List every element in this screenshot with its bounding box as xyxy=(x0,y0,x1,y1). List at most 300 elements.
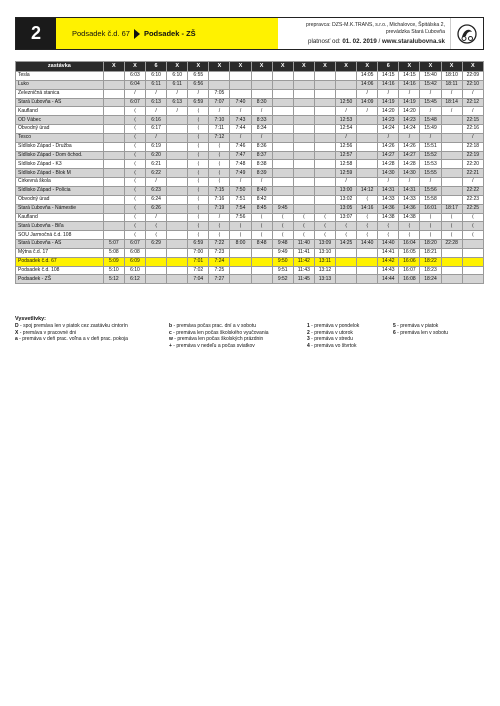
departure-time: 12:53 xyxy=(336,116,357,125)
departure-time: 9:49 xyxy=(272,248,293,257)
departure-time: ⟨ xyxy=(357,195,378,204)
departure-time: / xyxy=(378,89,399,98)
departure-time: 12:59 xyxy=(336,169,357,178)
column-header-trip: X xyxy=(251,62,272,72)
departure-time xyxy=(146,248,167,257)
departure-time: ⟨ xyxy=(336,222,357,231)
departure-time: 12:54 xyxy=(336,125,357,134)
stop-name: Tesla xyxy=(16,72,104,81)
departure-time xyxy=(441,275,462,284)
departure-time: ⟨ xyxy=(272,231,293,240)
departure-time: 22:20 xyxy=(462,160,483,169)
departure-time: 18:21 xyxy=(420,248,441,257)
departure-time: 16:05 xyxy=(399,248,420,257)
table-row xyxy=(16,80,484,89)
departure-time: ⟨ xyxy=(441,231,462,240)
column-header-trip: X xyxy=(230,62,251,72)
table-row xyxy=(16,89,484,98)
departure-time: 13:11 xyxy=(314,257,335,266)
departure-time: ⟨ xyxy=(314,222,335,231)
departure-time: / xyxy=(462,89,483,98)
departure-time: 7:10 xyxy=(209,116,230,125)
column-header-trip: X xyxy=(420,62,441,72)
departure-time: ⟨ xyxy=(124,107,145,116)
departure-time xyxy=(167,116,188,125)
legend-column-1 xyxy=(15,323,169,350)
departure-time: ⟨ xyxy=(336,231,357,240)
departure-time: 7:40 xyxy=(230,98,251,107)
departure-time: ⟨ xyxy=(124,213,145,222)
departure-time: 7:56 xyxy=(230,213,251,222)
departure-time xyxy=(167,169,188,178)
departure-time: ⟨ xyxy=(124,151,145,160)
departure-time: 14:38 xyxy=(399,213,420,222)
departure-time: ⟨ xyxy=(209,160,230,169)
departure-time xyxy=(230,275,251,284)
departure-time: ⟨ xyxy=(378,231,399,240)
departure-time xyxy=(167,240,188,249)
departure-time: 16:06 xyxy=(399,257,420,266)
departure-time: / xyxy=(462,178,483,187)
departure-time xyxy=(272,186,293,195)
departure-time xyxy=(167,275,188,284)
departure-time xyxy=(357,142,378,151)
departure-time xyxy=(272,133,293,142)
column-header-trip: 6 xyxy=(378,62,399,72)
departure-time xyxy=(293,195,314,204)
departure-time: / xyxy=(146,178,167,187)
departure-time xyxy=(314,186,335,195)
departure-time: 9:45 xyxy=(272,204,293,213)
departure-time xyxy=(167,204,188,213)
legend-text: - premáva v piatok xyxy=(395,322,439,329)
legend-key: 6 xyxy=(393,329,396,336)
stop-name: Obvodný úrad xyxy=(16,125,104,134)
departure-time xyxy=(103,160,124,169)
departure-time: 7:15 xyxy=(209,186,230,195)
departure-time xyxy=(103,133,124,142)
departure-time xyxy=(441,142,462,151)
departure-time: / xyxy=(399,89,420,98)
departure-time: / xyxy=(188,89,209,98)
departure-time: 14:40 xyxy=(357,240,378,249)
departure-time xyxy=(336,89,357,98)
departure-time: ⟨ xyxy=(188,204,209,213)
departure-time: 7:00 xyxy=(188,248,209,257)
departure-time xyxy=(230,257,251,266)
departure-time xyxy=(230,72,251,81)
departure-time: 14:19 xyxy=(399,98,420,107)
departure-time: ⟨ xyxy=(209,151,230,160)
column-header-trip: X xyxy=(272,62,293,72)
departure-time xyxy=(103,222,124,231)
departure-time: 7:23 xyxy=(209,248,230,257)
departure-time: 6:17 xyxy=(146,125,167,134)
departure-time xyxy=(441,160,462,169)
departure-time: 8:48 xyxy=(251,240,272,249)
departure-time: 14:43 xyxy=(378,266,399,275)
column-header-trip: X xyxy=(293,62,314,72)
departure-time: ⟨ xyxy=(420,222,441,231)
departure-time: ⟨ xyxy=(272,213,293,222)
departure-time: 8:34 xyxy=(251,125,272,134)
departure-time: / xyxy=(146,213,167,222)
departure-time xyxy=(167,133,188,142)
table-row xyxy=(16,231,484,240)
legend-key: 1 xyxy=(307,322,310,329)
departure-time: / xyxy=(420,89,441,98)
stop-name: Stará Ľubovňa - AS xyxy=(16,240,104,249)
departure-time: / xyxy=(420,133,441,142)
departure-time: / xyxy=(251,107,272,116)
departure-time: 18:11 xyxy=(441,80,462,89)
departure-time: ⟨ xyxy=(124,186,145,195)
departure-time: 14:36 xyxy=(399,204,420,213)
legend-item xyxy=(393,330,484,337)
departure-time: 14:36 xyxy=(378,204,399,213)
departure-time: 22:21 xyxy=(462,169,483,178)
departure-time: ⟨ xyxy=(188,133,209,142)
departure-time: 6:10 xyxy=(167,72,188,81)
column-header-trip: X xyxy=(357,62,378,72)
departure-time: ⟨ xyxy=(188,142,209,151)
departure-time: 6:12 xyxy=(124,275,145,284)
stop-name: Stará Ľubovňa - AS xyxy=(16,98,104,107)
departure-time: 6:04 xyxy=(124,80,145,89)
departure-time xyxy=(272,89,293,98)
column-header-trip: X xyxy=(336,62,357,72)
legend-item xyxy=(307,323,393,330)
stop-name: Tesco xyxy=(16,133,104,142)
stop-name: Podsadek č.d. 67 xyxy=(16,257,104,266)
departure-time: ⟨ xyxy=(441,213,462,222)
route-from: Podsadek č.d. 67 xyxy=(72,29,130,38)
departure-time: 18:23 xyxy=(420,266,441,275)
departure-time: 14:06 xyxy=(357,80,378,89)
table-row xyxy=(16,213,484,222)
departure-time xyxy=(314,195,335,204)
departure-time: 14:27 xyxy=(399,151,420,160)
departure-time xyxy=(314,160,335,169)
table-row xyxy=(16,204,484,213)
departure-time: ⟨ xyxy=(188,222,209,231)
departure-time: ⟨ xyxy=(188,186,209,195)
legend-item xyxy=(169,336,307,343)
departure-time: ⟨ xyxy=(124,169,145,178)
table-row xyxy=(16,257,484,266)
departure-time xyxy=(103,204,124,213)
departure-time: 11:45 xyxy=(293,275,314,284)
departure-time xyxy=(272,98,293,107)
departure-time xyxy=(167,213,188,222)
legend-title: Vysvetlivky: xyxy=(15,316,46,322)
departure-time: 16:07 xyxy=(399,266,420,275)
departure-time xyxy=(209,72,230,81)
departure-time: 9:50 xyxy=(272,257,293,266)
departure-time: 11:41 xyxy=(293,248,314,257)
departure-time: 14:09 xyxy=(357,98,378,107)
departure-time: ⟨ xyxy=(462,213,483,222)
departure-time: 11:42 xyxy=(293,257,314,266)
departure-time xyxy=(441,125,462,134)
departure-time xyxy=(272,178,293,187)
departure-time xyxy=(336,248,357,257)
departure-time xyxy=(314,116,335,125)
departure-time xyxy=(441,248,462,257)
departure-time: 18:17 xyxy=(441,204,462,213)
departure-time: ⟨ xyxy=(251,213,272,222)
departure-time: 14:44 xyxy=(378,275,399,284)
legend-text: - premáva v deň prac. voľna a v deň prac. pokoja xyxy=(17,336,128,343)
timetable-body xyxy=(16,72,484,284)
legend-key: c xyxy=(169,329,172,336)
departure-time xyxy=(103,98,124,107)
departure-time: 13:13 xyxy=(314,275,335,284)
departure-time xyxy=(357,169,378,178)
departure-time xyxy=(314,72,335,81)
departure-time: ⟨ xyxy=(209,178,230,187)
departure-time: 22:16 xyxy=(462,125,483,134)
departure-time xyxy=(357,116,378,125)
departure-time: 7:04 xyxy=(188,275,209,284)
departure-time: ⟨ xyxy=(188,107,209,116)
departure-time xyxy=(167,178,188,187)
departure-time: ⟨ xyxy=(188,160,209,169)
stop-name: Mýtna č.d. 17 xyxy=(16,248,104,257)
legend-text: - premáva len počas školského vyučovania xyxy=(171,329,269,336)
departure-time xyxy=(272,116,293,125)
legend-key: 3 xyxy=(307,336,310,343)
departure-time xyxy=(103,151,124,160)
departure-time xyxy=(167,195,188,204)
departure-time: ⟨ xyxy=(124,222,145,231)
departure-time: / xyxy=(357,107,378,116)
departure-time xyxy=(251,89,272,98)
departure-time: 13:07 xyxy=(336,213,357,222)
departure-time xyxy=(357,275,378,284)
departure-time xyxy=(441,257,462,266)
departure-time: 7:44 xyxy=(230,125,251,134)
departure-time xyxy=(462,248,483,257)
table-row xyxy=(16,116,484,125)
departure-time xyxy=(293,125,314,134)
departure-time: 12:50 xyxy=(336,98,357,107)
departure-time xyxy=(103,142,124,151)
departure-time xyxy=(462,257,483,266)
departure-time: / xyxy=(167,89,188,98)
departure-time xyxy=(441,178,462,187)
column-header-trip: X xyxy=(188,62,209,72)
departure-time xyxy=(251,248,272,257)
column-header-trip: X xyxy=(103,62,124,72)
legend-text: - premáva len v sobotu xyxy=(395,329,449,336)
departure-time: 7:11 xyxy=(209,125,230,134)
departure-time: ⟨ xyxy=(188,151,209,160)
departure-time xyxy=(441,116,462,125)
departure-time xyxy=(230,80,251,89)
validity-label: platnosť od: xyxy=(308,38,341,45)
departure-time: 7:19 xyxy=(209,204,230,213)
departure-time: 8:38 xyxy=(251,160,272,169)
departure-time: 14:33 xyxy=(399,195,420,204)
departure-time: / xyxy=(378,178,399,187)
departure-time: ⟨ xyxy=(124,116,145,125)
departure-time xyxy=(146,266,167,275)
departure-time xyxy=(103,195,124,204)
departure-time: ⟨ xyxy=(188,213,209,222)
stop-name: Stará Ľubovňa - Námestie xyxy=(16,204,104,213)
departure-time: ⟨ xyxy=(124,125,145,134)
departure-time xyxy=(293,160,314,169)
departure-time xyxy=(293,142,314,151)
departure-time: 5:09 xyxy=(103,257,124,266)
departure-time: 6:21 xyxy=(146,160,167,169)
legend-item xyxy=(307,336,393,343)
departure-time: ⟨ xyxy=(188,178,209,187)
table-row xyxy=(16,133,484,142)
legend-text: - premáva v utorok xyxy=(309,329,353,336)
departure-time: 22:28 xyxy=(441,240,462,249)
table-row xyxy=(16,275,484,284)
departure-time: 7:43 xyxy=(230,116,251,125)
departure-time xyxy=(293,72,314,81)
departure-time xyxy=(103,169,124,178)
departure-time: / xyxy=(230,178,251,187)
table-row xyxy=(16,160,484,169)
departure-time: 14:26 xyxy=(378,142,399,151)
departure-time: 8:40 xyxy=(251,186,272,195)
departure-time: / xyxy=(420,178,441,187)
departure-time xyxy=(293,80,314,89)
departure-time: ⟨ xyxy=(462,231,483,240)
departure-time: 6:13 xyxy=(146,98,167,107)
departure-time: 7:12 xyxy=(209,133,230,142)
departure-time xyxy=(293,169,314,178)
stop-name: Stará Ľubovňa - Biľa xyxy=(16,222,104,231)
departure-time: / xyxy=(336,107,357,116)
departure-time: 14:41 xyxy=(378,248,399,257)
departure-time: 7:01 xyxy=(188,257,209,266)
legend-text: - spoj premáva len v piatok cez zastávku cintorín xyxy=(18,322,128,329)
departure-time: 15:56 xyxy=(420,186,441,195)
departure-time: 12:58 xyxy=(336,160,357,169)
departure-time: ⟨ xyxy=(399,222,420,231)
operator-line-1: prepravca: DZS-M.K.TRANS, s.r.o., Michalovce, Špitálska 2, xyxy=(306,22,445,28)
departure-time: 6:16 xyxy=(146,116,167,125)
departure-time xyxy=(441,266,462,275)
timetable-head xyxy=(16,62,484,72)
departure-time xyxy=(357,257,378,266)
departure-time: 7:07 xyxy=(209,98,230,107)
departure-time: 15:45 xyxy=(420,98,441,107)
legend-text: - premáva v stredu xyxy=(309,336,353,343)
column-header-trip: X xyxy=(124,62,145,72)
departure-time xyxy=(462,275,483,284)
departure-time xyxy=(103,116,124,125)
departure-time: 18:24 xyxy=(420,275,441,284)
departure-time: 6:59 xyxy=(188,98,209,107)
departure-time: 13:12 xyxy=(314,266,335,275)
stop-name: OD Vábec xyxy=(16,116,104,125)
departure-time xyxy=(272,151,293,160)
table-row xyxy=(16,186,484,195)
stop-name: Podsadek č.d. 108 xyxy=(16,266,104,275)
stop-name: Kaufland xyxy=(16,107,104,116)
table-row xyxy=(16,98,484,107)
departure-time: 14:24 xyxy=(378,125,399,134)
departure-time xyxy=(293,107,314,116)
departure-time: 22:15 xyxy=(462,116,483,125)
departure-time: 12:57 xyxy=(336,151,357,160)
departure-time xyxy=(251,275,272,284)
departure-time: ⟨ xyxy=(357,213,378,222)
departure-time: 6:55 xyxy=(188,72,209,81)
departure-time: ⟨ xyxy=(188,169,209,178)
departure-time: 13:05 xyxy=(336,204,357,213)
stop-name: Sídlisko Západ - Družba xyxy=(16,142,104,151)
departure-time xyxy=(272,125,293,134)
departure-time: 15:53 xyxy=(420,160,441,169)
departure-time: ⟨ xyxy=(188,125,209,134)
departure-time: 15:51 xyxy=(420,142,441,151)
departure-time: 6:59 xyxy=(188,240,209,249)
departure-time: ⟨ xyxy=(146,222,167,231)
departure-time xyxy=(272,195,293,204)
departure-time: 15:48 xyxy=(420,116,441,125)
departure-time: 8:00 xyxy=(230,240,251,249)
departure-time: 14:42 xyxy=(378,257,399,266)
timetable xyxy=(15,61,484,284)
departure-time xyxy=(314,204,335,213)
departure-time xyxy=(103,107,124,116)
legend-text: - premáva v pracovné dni xyxy=(18,329,77,336)
operator-info xyxy=(278,18,450,49)
table-row xyxy=(16,125,484,134)
departure-time: 5:07 xyxy=(103,240,124,249)
departure-time: 22:19 xyxy=(462,151,483,160)
departure-time xyxy=(314,80,335,89)
departure-time: 14:05 xyxy=(357,72,378,81)
departure-time xyxy=(251,72,272,81)
departure-time: ⟨ xyxy=(314,231,335,240)
departure-time: 14:16 xyxy=(399,80,420,89)
departure-time xyxy=(209,80,230,89)
stop-name: Luko xyxy=(16,80,104,89)
departure-time: 14:28 xyxy=(378,160,399,169)
departure-time xyxy=(272,80,293,89)
departure-time xyxy=(272,142,293,151)
departure-time: 6:10 xyxy=(146,72,167,81)
city-logo-icon xyxy=(450,18,483,49)
departure-time xyxy=(103,125,124,134)
departure-time: 14:20 xyxy=(378,107,399,116)
departure-time: 15:42 xyxy=(420,80,441,89)
departure-time xyxy=(293,151,314,160)
stop-name: Cirkevná škola xyxy=(16,178,104,187)
departure-time: 7:48 xyxy=(230,160,251,169)
departure-time: 7:22 xyxy=(209,240,230,249)
departure-time xyxy=(336,72,357,81)
departure-time: 9:52 xyxy=(272,275,293,284)
departure-time: ⟨ xyxy=(124,133,145,142)
table-row xyxy=(16,169,484,178)
departure-time: ⟨ xyxy=(357,222,378,231)
departure-time: ⟨ xyxy=(124,204,145,213)
departure-time xyxy=(357,160,378,169)
departure-time: / xyxy=(251,133,272,142)
column-header-trip: X xyxy=(167,62,188,72)
departure-time: 8:39 xyxy=(251,169,272,178)
